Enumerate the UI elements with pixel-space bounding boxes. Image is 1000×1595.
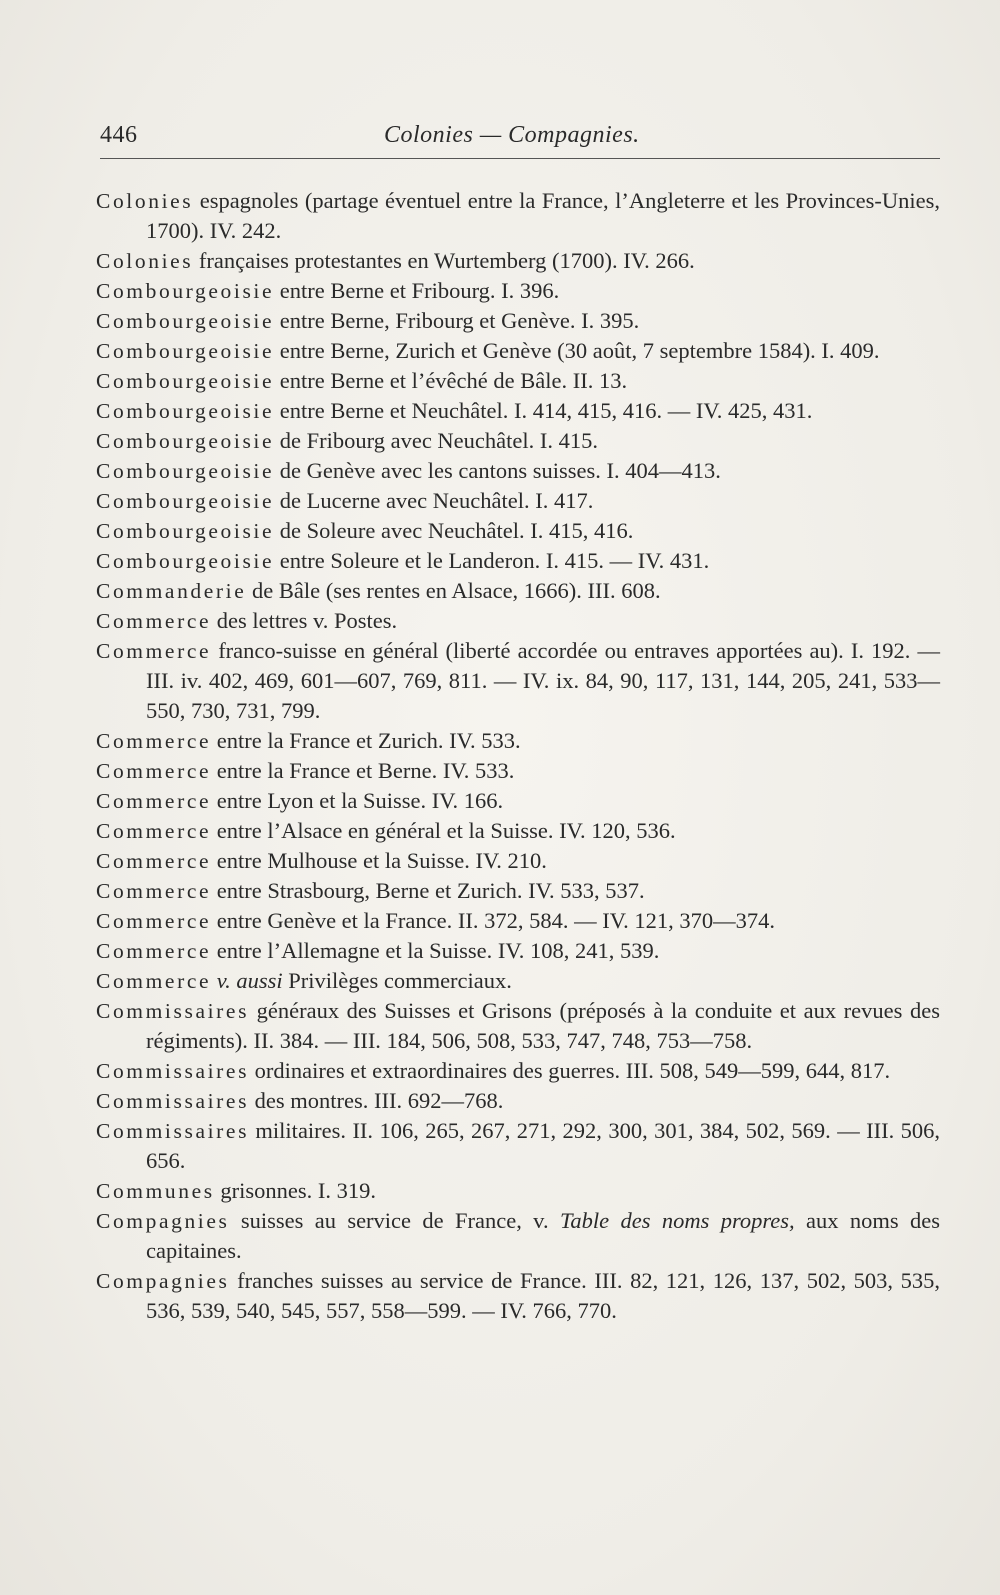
- index-entry: [96, 816, 940, 846]
- entry-text: entre la France et Zurich. IV. 533.: [211, 728, 521, 753]
- entry-text: entre Genève et la France. II. 372, 584. — IV. 121, 370—374.: [211, 908, 775, 933]
- running-head: Colonies — Compagnies.: [384, 122, 640, 148]
- entry-term: Combourgeoisie: [96, 549, 275, 573]
- entry-term: Commerce: [96, 909, 212, 933]
- entry-term: Communes: [96, 1179, 215, 1203]
- index-entry: [96, 726, 940, 756]
- entry-text: entre Strasbourg, Berne et Zurich. IV. 533, 537.: [211, 878, 645, 903]
- index-entry: [96, 636, 940, 726]
- entry-italic-text: Table des noms propres,: [559, 1208, 795, 1233]
- index-entry: [96, 486, 940, 516]
- page-header: [100, 118, 940, 159]
- entry-text: de Lucerne avec Neuchâtel. I. 417.: [274, 488, 594, 513]
- index-entry: [96, 426, 940, 456]
- index-entry: [96, 546, 940, 576]
- entry-text: entre Mulhouse et la Suisse. IV. 210.: [211, 848, 547, 873]
- entry-term: Commerce: [96, 849, 212, 873]
- index-entry: [96, 276, 940, 306]
- entry-italic-text: v. aussi: [216, 968, 283, 993]
- entry-text: généraux des Suisses et Grisons (préposés à la conduite et aux revues des régiments). II. 384. — III. 184, 506, 508, 533, 747, 748, 753—758.: [146, 998, 940, 1053]
- index-entry: [96, 336, 940, 366]
- entry-term: Commanderie: [96, 579, 247, 603]
- entry-text: de Bâle (ses rentes en Alsace, 1666). III. 608.: [246, 578, 661, 603]
- index-entry: [96, 456, 940, 486]
- entry-text: entre Soleure et le Landeron. I. 415. — IV. 431.: [274, 548, 710, 573]
- entry-term: Commissaires: [96, 999, 250, 1023]
- index-entry: [96, 1086, 940, 1116]
- index-entry: [96, 366, 940, 396]
- index-entry: [96, 516, 940, 546]
- index-entry: [96, 396, 940, 426]
- entry-term: Combourgeoisie: [96, 309, 275, 333]
- entry-text: franches suisses au service de France. III. 82, 121, 126, 137, 502, 503, 535, 536, 539, 540, 545, 557, 558—599. — IV. 766, 770.: [146, 1268, 940, 1323]
- entry-term: Commerce: [96, 609, 212, 633]
- entry-term: Combourgeoisie: [96, 489, 275, 513]
- entry-text: ordinaires et extraordinaires des guerres. III. 508, 549—599, 644, 817.: [249, 1058, 891, 1083]
- entry-text: entre Berne, Fribourg et Genève. I. 395.: [274, 308, 640, 333]
- entry-term: Commerce: [96, 789, 212, 813]
- index-entry: [96, 936, 940, 966]
- entry-text: entre Berne et Neuchâtel. I. 414, 415, 416. — IV. 425, 431.: [274, 398, 813, 423]
- entry-term: Commissaires: [96, 1089, 250, 1113]
- index-entry: [96, 786, 940, 816]
- entry-term: Combourgeoisie: [96, 459, 275, 483]
- index-entry: [96, 576, 940, 606]
- entry-text: militaires. II. 106, 265, 267, 271, 292, 300, 301, 384, 502, 569. — III. 506, 656.: [146, 1118, 940, 1173]
- entry-text: de Soleure avec Neuchâtel. I. 415, 416.: [274, 518, 634, 543]
- entry-term: Commerce: [96, 819, 212, 843]
- entry-text: Privilèges commerciaux.: [282, 968, 512, 993]
- entry-text: de Fribourg avec Neuchâtel. I. 415.: [274, 428, 598, 453]
- index-entry: [96, 1176, 940, 1206]
- entry-term: Commerce: [96, 879, 212, 903]
- entry-term: Combourgeoisie: [96, 429, 275, 453]
- entry-term: Colonies: [96, 189, 194, 213]
- index-entry: [96, 1206, 940, 1266]
- entry-term: Commissaires: [96, 1059, 250, 1083]
- entry-text: entre Berne et Fribourg. I. 396.: [274, 278, 560, 303]
- index-entry: [96, 966, 940, 996]
- entry-term: Commerce: [96, 969, 212, 993]
- entry-term: Colonies: [96, 249, 194, 273]
- index-entry: [96, 306, 940, 336]
- entry-term: Combourgeoisie: [96, 279, 275, 303]
- index-entry: [96, 1266, 940, 1326]
- index-entry: [96, 1116, 940, 1176]
- entry-term: Combourgeoisie: [96, 519, 275, 543]
- entry-text: franco-suisse en général (liberté accordée ou entraves apportées au). I. 192. — III. iv. 402, 469, 601—607, 769, 811. — IV. ix. 84, 90, 117, 131, 144, 205, 241, 533—550, 730, 731, 799.: [146, 638, 940, 723]
- entry-text: des montres. III. 692—768.: [249, 1088, 504, 1113]
- index-entry: [96, 246, 940, 276]
- entry-text: espagnoles (partage éventuel entre la France, l’Angleterre et les Provinces-Unies, 1700). IV. 242.: [146, 188, 940, 243]
- entry-text: grisonnes. I. 319.: [214, 1178, 376, 1203]
- entry-term: Compagnies: [96, 1209, 230, 1233]
- entry-term: Commerce: [96, 639, 212, 663]
- entry-text: aux noms des capitaines.: [146, 1208, 940, 1263]
- entry-term: Combourgeoisie: [96, 339, 275, 363]
- index-entry: [96, 186, 940, 246]
- entry-text: entre Berne et l’évêché de Bâle. II. 13.: [274, 368, 628, 393]
- entry-term: Compagnies: [96, 1269, 230, 1293]
- entry-text: entre Berne, Zurich et Genève (30 août, 7 septembre 1584). I. 409.: [274, 338, 880, 363]
- entry-text: entre l’Alsace en général et la Suisse. IV. 120, 536.: [211, 818, 676, 843]
- entry-text: entre la France et Berne. IV. 533.: [211, 758, 515, 783]
- index-entry: [96, 756, 940, 786]
- entry-text: de Genève avec les cantons suisses. I. 404—413.: [274, 458, 721, 483]
- index-entry: [96, 606, 940, 636]
- index-entry: [96, 846, 940, 876]
- entry-text-pre: suisses au service de France, v.: [229, 1208, 560, 1233]
- page-number: 446: [100, 122, 138, 148]
- entry-term: Combourgeoisie: [96, 399, 275, 423]
- entry-text: des lettres v. Postes.: [211, 608, 398, 633]
- entry-term: Commissaires: [96, 1119, 250, 1143]
- entry-text: françaises protestantes en Wurtemberg (1700). IV. 266.: [193, 248, 695, 273]
- entry-term: Commerce: [96, 939, 212, 963]
- index-entry: [96, 876, 940, 906]
- index-entry: [96, 1056, 940, 1086]
- index-entry: [96, 906, 940, 936]
- index-entries: [96, 186, 940, 1326]
- entry-text: entre l’Allemagne et la Suisse. IV. 108, 241, 539.: [211, 938, 660, 963]
- entry-term: Combourgeoisie: [96, 369, 275, 393]
- entry-term: Commerce: [96, 729, 212, 753]
- entry-text: entre Lyon et la Suisse. IV. 166.: [211, 788, 504, 813]
- index-entry: [96, 996, 940, 1056]
- entry-term: Commerce: [96, 759, 212, 783]
